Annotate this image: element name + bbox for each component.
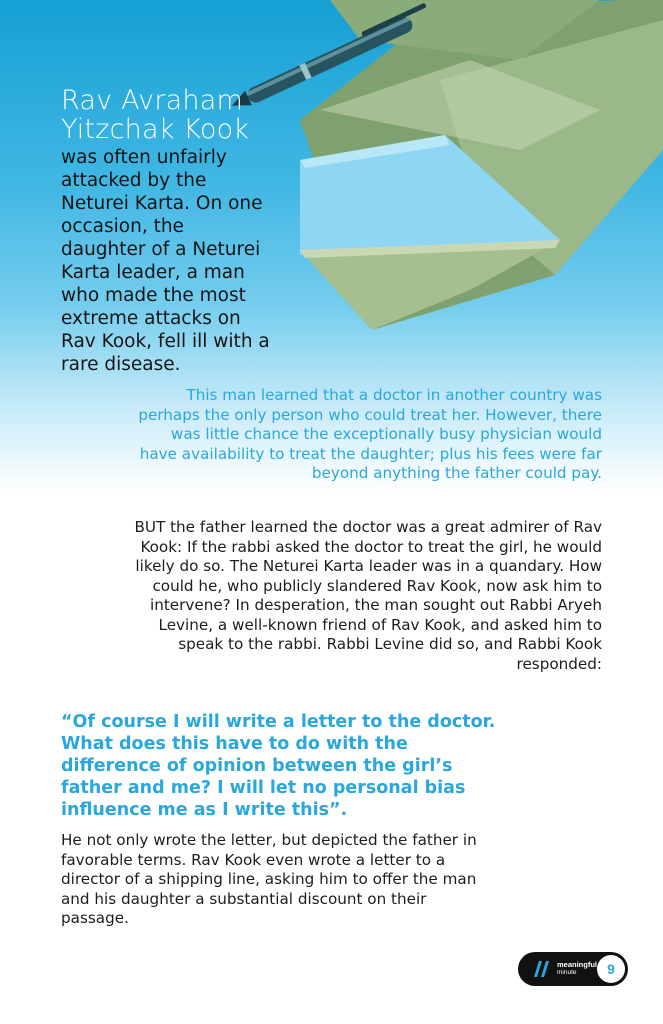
title-line-1: Rav Avraham (61, 85, 243, 116)
meaningful-minute-logo-icon (531, 961, 553, 977)
pull-quote: “Of course I will write a letter to the doctor. What does this have to do with the difference of opinion between the girl’s father and me? I will let no personal bias influence me as I write this”. (61, 712, 496, 820)
page-number: 9 (597, 955, 625, 983)
logo-line-2: minute (557, 969, 577, 976)
title-line-2: Yitzchak Kook (61, 114, 250, 145)
highlight-paragraph: This man learned that a doctor in another country was perhaps the only person who could treat her. However, there was little chance the exceptionally busy physician would have availability to treat the daughter; plus his fees were far beyond anything the father could pay. (138, 386, 602, 482)
intro-paragraph: was often unfairly attacked by the Neturei Karta. On one occasion, the daughter of a Neturei Karta leader, a man who made the most extreme attacks on Rav Kook, fell ill with a rare disease. (61, 147, 270, 375)
page-badge (518, 952, 628, 986)
article-title (61, 86, 301, 144)
closing-paragraph: He not only wrote the letter, but depicted the father in favorable terms. Rav Kook even wrote a letter to a director of a shipping line, asking him to offer the man and his daughter a substantial discount on their passage. (61, 831, 477, 927)
body-paragraph: BUT the father learned the doctor was a great admirer of Rav Kook: If the rabbi asked the doctor to treat the girl, he would likely do so. The Neturei Karta leader was in a quandary. How could he, who publicly slandered Rav Kook, now ask him to intervene? In desperation, the man sought out Rabbi Aryeh Levine, a well-known friend of Rav Kook, and asked him to speak to the rabbi. Rabbi Levine did so, and Rabbi Kook responded: (134, 518, 602, 673)
logo-line-1: meaningful (557, 960, 598, 969)
logo-wordmark (557, 961, 597, 977)
